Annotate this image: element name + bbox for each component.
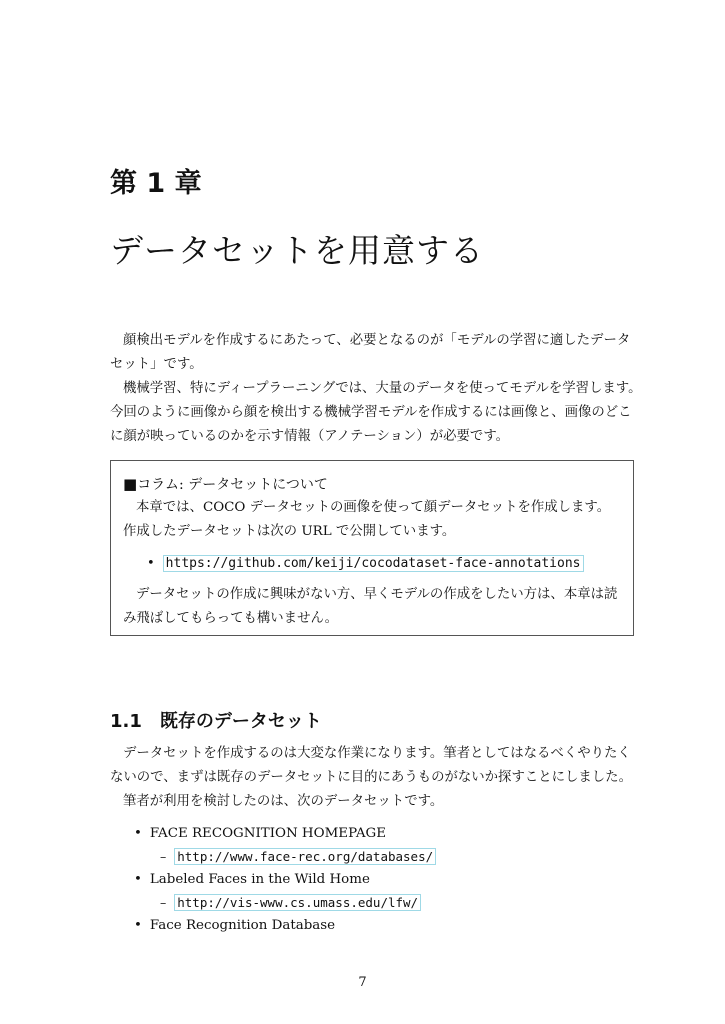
resource-name: FACE RECOGNITION HOMEPAGE	[149, 826, 386, 841]
column-paragraph-1: 本章では、COCO データセットの画像を使って顔データセットを作成します。作成したデータセットは次の URL で公開しています。	[123, 500, 611, 539]
section-body	[110, 742, 642, 814]
dash-icon: –	[160, 849, 167, 864]
resource-link[interactable]: http://www.face-rec.org/databases/	[174, 848, 436, 865]
column-paragraph-2: データセットの作成に興味がない方、早くモデルの作成をしたい方は、本章は読み飛ばしてもらっても構いません。	[123, 587, 618, 626]
bullet-icon: •	[147, 556, 155, 571]
square-icon: ■	[123, 475, 138, 493]
section-heading	[110, 707, 322, 733]
intro-text	[110, 329, 642, 449]
column-box	[110, 460, 634, 636]
resource-name: Face Recognition Database	[149, 918, 336, 933]
column-title	[123, 473, 621, 496]
list-item	[134, 868, 634, 891]
page-number: 7	[358, 975, 367, 990]
list-subitem	[160, 891, 634, 914]
list-item	[134, 822, 634, 845]
resource-list	[134, 822, 634, 937]
list-item	[134, 914, 634, 937]
bullet-icon: •	[134, 872, 142, 887]
intro-paragraph-2: 機械学習、特にディープラーニングでは、大量のデータを使ってモデルを学習します。今回のように画像から顔を検出する機械学習モデルを作成するには画像と、画像のどこに顔が映っているのかを示す情報（アノテーション）が必要です。	[110, 381, 642, 444]
column-link-item	[147, 553, 621, 575]
list-subitem	[160, 845, 634, 868]
resource-link[interactable]: http://vis-www.cs.umass.edu/lfw/	[174, 894, 421, 911]
section-paragraph-2: 筆者が利用を検討したのは、次のデータセットです。	[123, 794, 444, 809]
section-paragraph-1: データセットを作成するのは大変な作業になります。筆者としてはなるべくやりたくないので、まずは既存のデータセットに目的にあうものがないか探すことにしました。	[110, 746, 632, 785]
chapter-label: 第 1 章	[110, 168, 202, 199]
dataset-link[interactable]: https://github.com/keiji/cocodataset-face-annotations	[163, 555, 584, 572]
section-number: 1.1	[110, 711, 142, 732]
dash-icon: –	[160, 895, 167, 910]
resource-name: Labeled Faces in the Wild Home	[149, 872, 370, 887]
bullet-icon: •	[134, 826, 142, 841]
column-title-text: コラム: データセットについて	[137, 477, 328, 493]
bullet-icon: •	[134, 918, 142, 933]
intro-paragraph-1: 顔検出モデルを作成するにあたって、必要となるのが「モデルの学習に適したデータセット」です。	[110, 333, 631, 372]
section-title: 既存のデータセット	[159, 711, 322, 732]
chapter-title: データセットを用意する	[110, 231, 484, 270]
